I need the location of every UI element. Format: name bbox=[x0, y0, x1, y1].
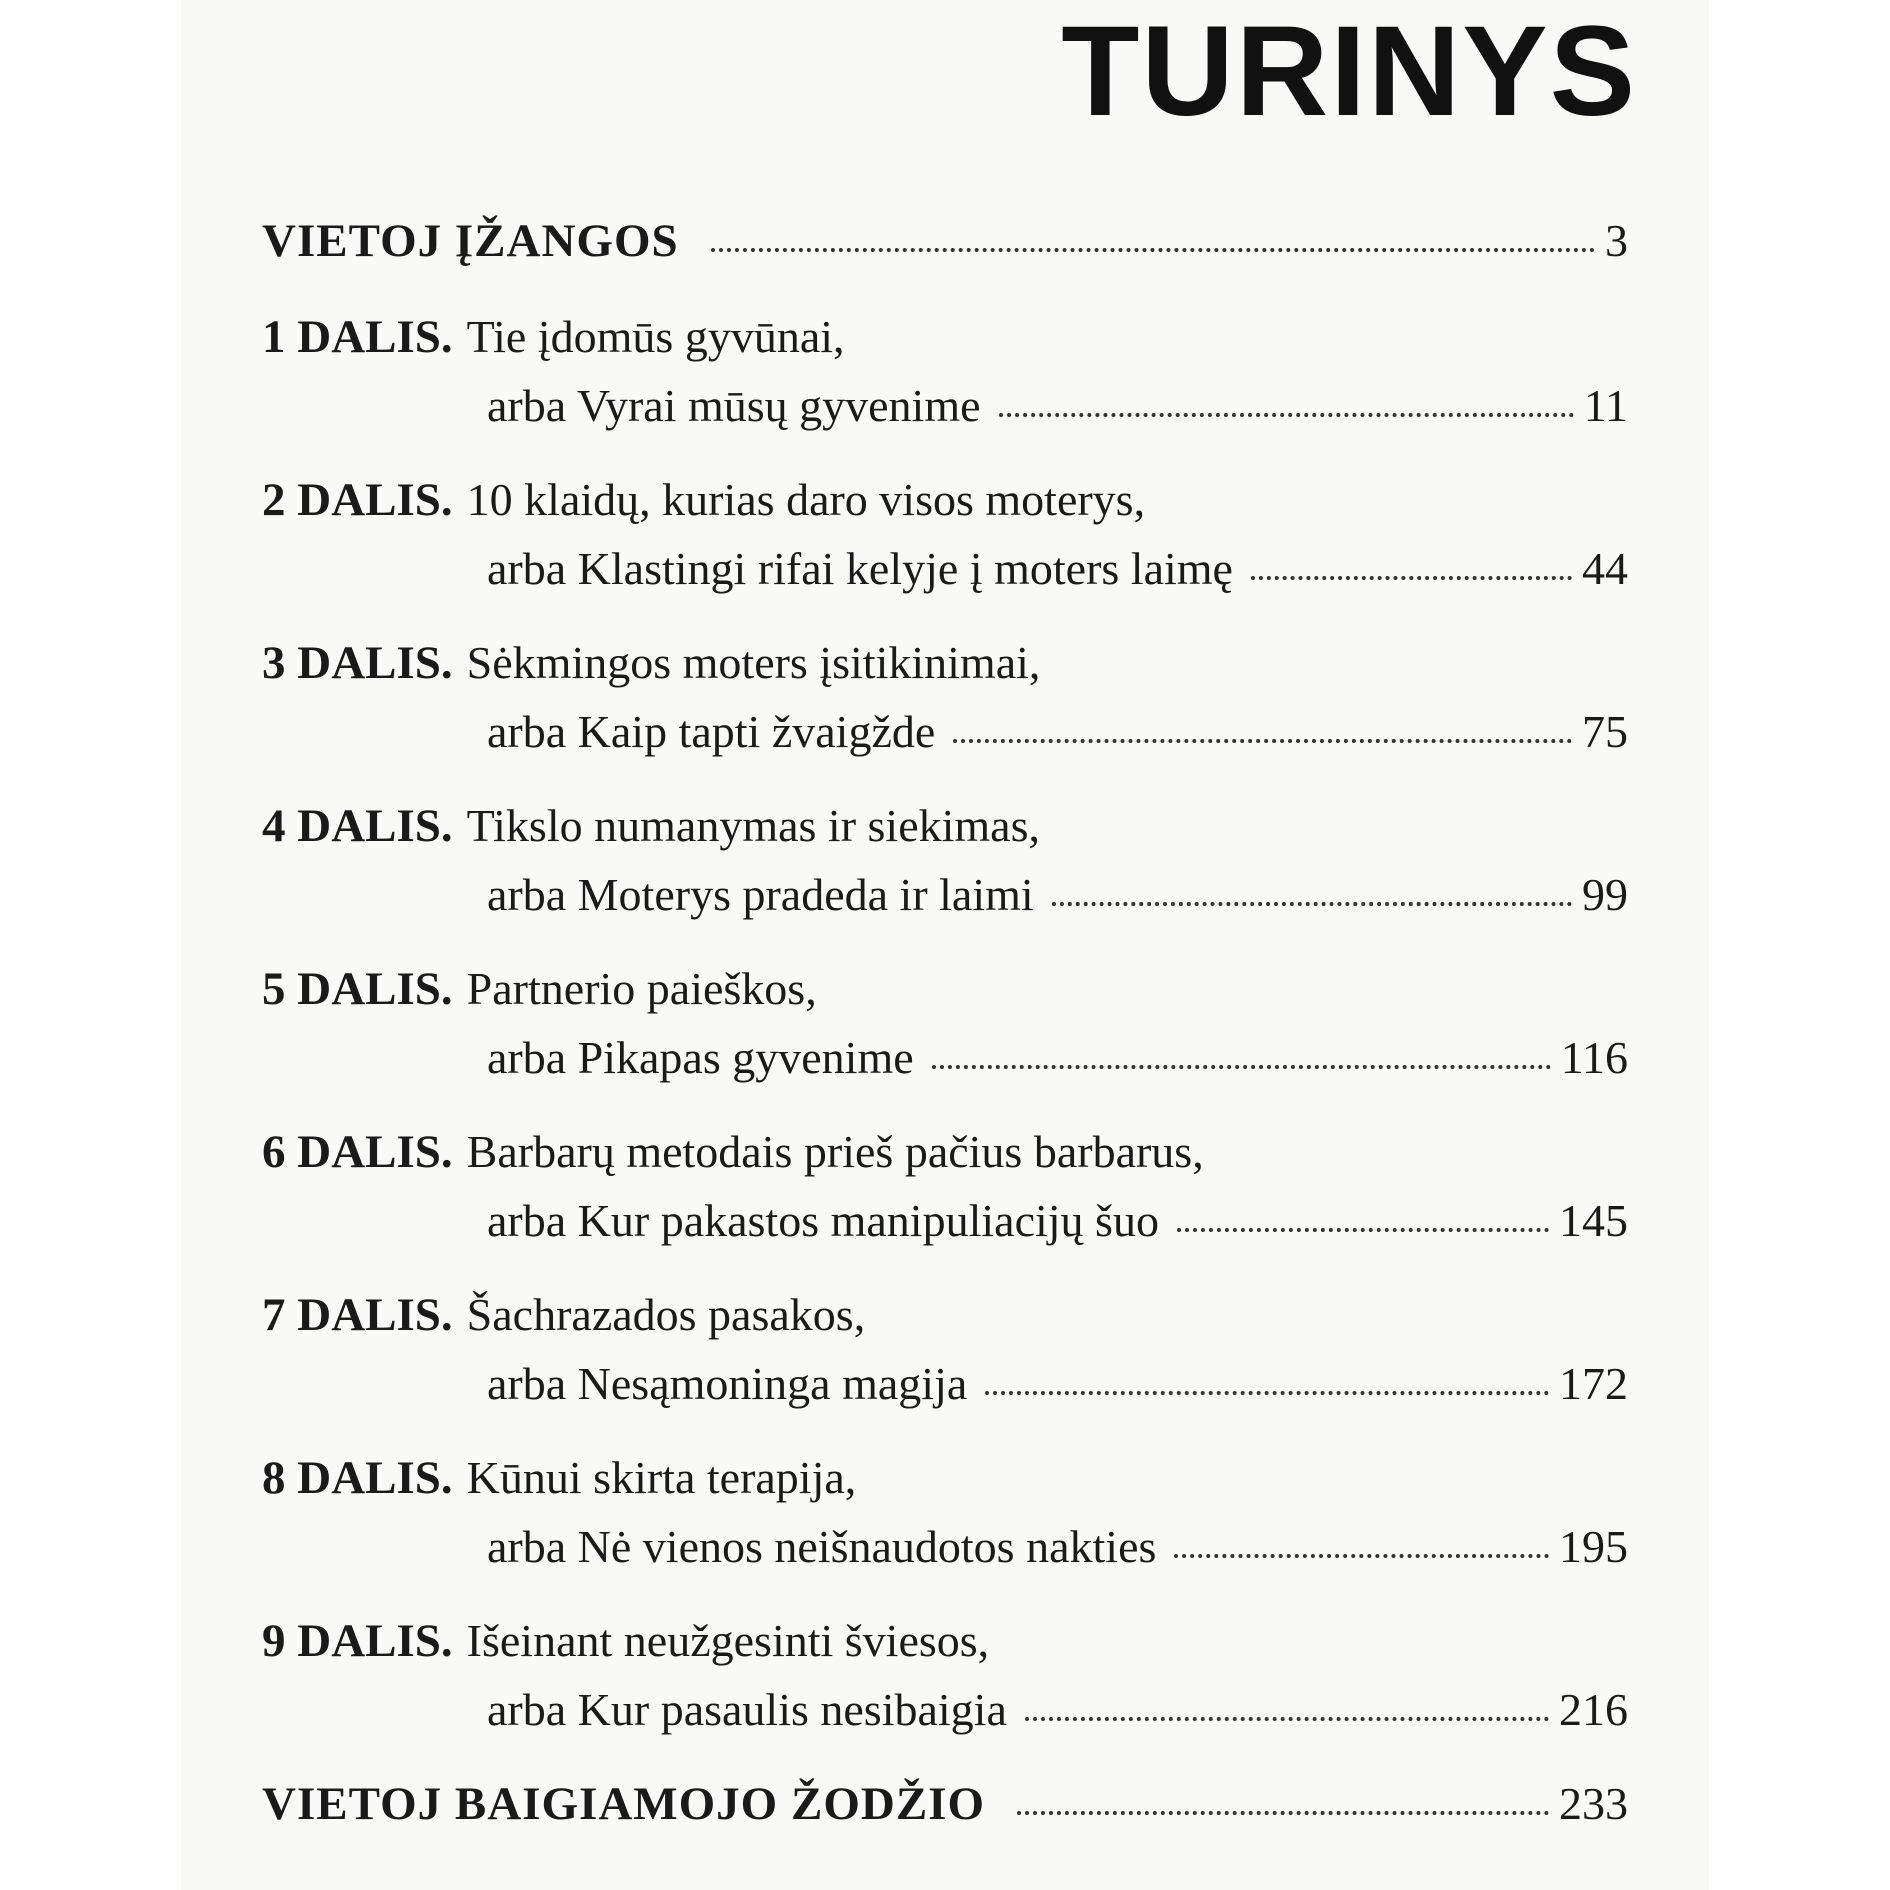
toc-entry-part-2-subtitle bbox=[487, 543, 1628, 594]
page-title: TURINYS bbox=[1061, 0, 1637, 143]
page-number: 233 bbox=[1559, 1778, 1628, 1829]
entry-subtitle: arba Kaip tapti žvaigžde bbox=[487, 706, 936, 757]
page-number: 216 bbox=[1559, 1684, 1628, 1735]
page-number: 195 bbox=[1559, 1521, 1628, 1572]
dot-leader bbox=[1251, 576, 1572, 580]
entry-subtitle: arba Klastingi rifai kelyje į moters laimę bbox=[487, 543, 1233, 594]
dot-leader bbox=[1052, 902, 1572, 906]
dot-leader bbox=[1174, 1554, 1549, 1558]
entry-subtitle: arba Moterys pradeda ir laimi bbox=[487, 869, 1034, 920]
entry-label: 9 DALIS. bbox=[262, 1615, 453, 1667]
entry-title: Šachrazados pasakos, bbox=[466, 1289, 866, 1340]
toc-entry-part-6-title bbox=[262, 1126, 1628, 1178]
toc-entry-part-9-title bbox=[262, 1615, 1628, 1667]
dot-leader bbox=[985, 1391, 1549, 1395]
page-number: 75 bbox=[1582, 706, 1628, 757]
page-number: 145 bbox=[1559, 1195, 1628, 1246]
page-number: 116 bbox=[1560, 1032, 1628, 1083]
page-number: 99 bbox=[1582, 869, 1628, 920]
dot-leader bbox=[1025, 1717, 1549, 1721]
entry-subtitle: arba Nesąmoninga magija bbox=[487, 1358, 968, 1409]
entry-label: 7 DALIS. bbox=[262, 1289, 453, 1341]
entry-subtitle: arba Pikapas gyvenime bbox=[487, 1032, 914, 1083]
toc-entry-part-3-subtitle bbox=[487, 706, 1628, 757]
entry-label: VIETOJ ĮŽANGOS bbox=[262, 215, 679, 267]
entry-label: 3 DALIS. bbox=[262, 637, 453, 689]
toc-entry-part-8-subtitle bbox=[487, 1521, 1628, 1572]
entry-title: Partnerio paieškos, bbox=[466, 963, 817, 1014]
entry-title: Sėkmingos moters įsitikinimai, bbox=[466, 637, 1041, 688]
entry-label: 6 DALIS. bbox=[262, 1126, 453, 1178]
toc-entry-part-1-subtitle bbox=[487, 380, 1628, 431]
entry-subtitle: arba Nė vienos neišnaudotos nakties bbox=[487, 1521, 1157, 1572]
toc-entry-part-7-subtitle bbox=[487, 1358, 1628, 1409]
toc-entry-outro bbox=[262, 1778, 1628, 1830]
entry-label: 1 DALIS. bbox=[262, 311, 453, 363]
toc-entry-part-1-title bbox=[262, 311, 1628, 363]
entry-title: 10 klaidų, kurias daro visos moterys, bbox=[466, 474, 1146, 525]
entry-subtitle: arba Kur pasaulis nesibaigia bbox=[487, 1684, 1007, 1735]
dot-leader bbox=[711, 248, 1595, 252]
entry-title: Išeinant neužgesinti šviesos, bbox=[466, 1615, 990, 1666]
dot-leader bbox=[1177, 1228, 1549, 1232]
entry-title: Barbarų metodais prieš pačius barbarus, bbox=[466, 1126, 1204, 1177]
entry-label: 4 DALIS. bbox=[262, 800, 453, 852]
entry-title: Tikslo numanymas ir siekimas, bbox=[466, 800, 1040, 851]
page-number: 3 bbox=[1605, 215, 1628, 266]
toc-entry-part-9-subtitle bbox=[487, 1684, 1628, 1735]
entry-subtitle: arba Vyrai mūsų gyvenime bbox=[487, 380, 981, 431]
toc-entry-part-4-title bbox=[262, 800, 1628, 852]
dot-leader bbox=[999, 413, 1574, 417]
entry-title: Tie įdomūs gyvūnai, bbox=[466, 311, 845, 362]
page-number: 11 bbox=[1583, 380, 1628, 431]
toc-entry-part-5-title bbox=[262, 963, 1628, 1015]
entry-label: 5 DALIS. bbox=[262, 963, 453, 1015]
entry-subtitle: arba Kur pakastos manipuliacijų šuo bbox=[487, 1195, 1159, 1246]
toc-entry-part-4-subtitle bbox=[487, 869, 1628, 920]
entry-title: Kūnui skirta terapija, bbox=[466, 1452, 857, 1503]
toc-entry-part-6-subtitle bbox=[487, 1195, 1628, 1246]
toc-entry-part-7-title bbox=[262, 1289, 1628, 1341]
toc-entry-part-2-title bbox=[262, 474, 1628, 526]
book-page bbox=[181, 0, 1709, 1890]
toc-entry-intro bbox=[262, 215, 1628, 267]
entry-label: VIETOJ BAIGIAMOJO ŽODŽIO bbox=[262, 1778, 986, 1830]
entry-label: 8 DALIS. bbox=[262, 1452, 453, 1504]
dot-leader bbox=[1017, 1811, 1549, 1815]
toc-entry-part-3-title bbox=[262, 637, 1628, 689]
entry-label: 2 DALIS. bbox=[262, 474, 453, 526]
page-number: 172 bbox=[1559, 1358, 1628, 1409]
dot-leader bbox=[953, 739, 1572, 743]
page-number: 44 bbox=[1582, 543, 1628, 594]
toc-entry-part-8-title bbox=[262, 1452, 1628, 1504]
dot-leader bbox=[932, 1065, 1551, 1069]
toc-entry-part-5-subtitle bbox=[487, 1032, 1628, 1083]
